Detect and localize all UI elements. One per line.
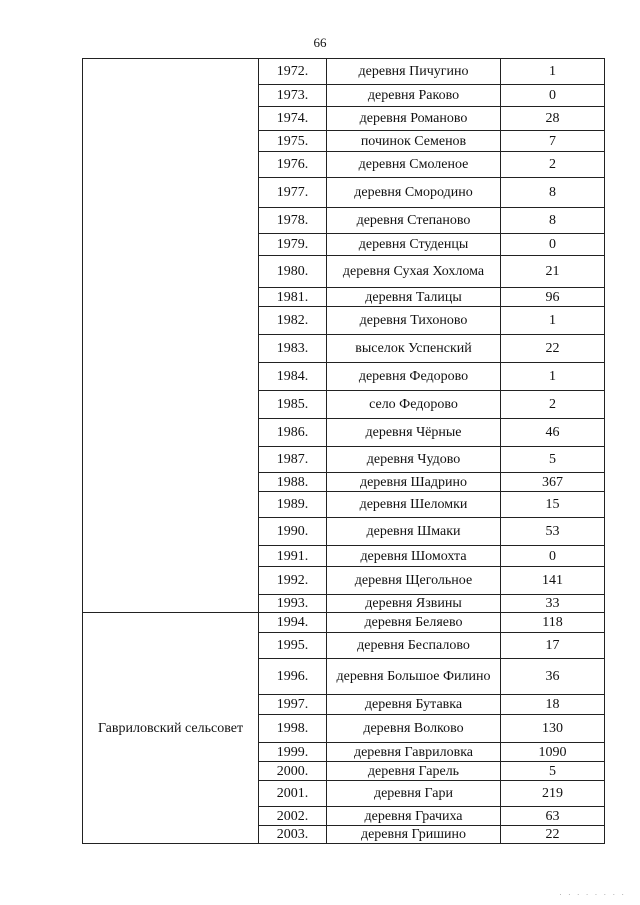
settlement-name-cell: деревня Большое Филино bbox=[327, 659, 501, 695]
population-cell: 96 bbox=[501, 288, 605, 307]
settlements-table bbox=[82, 58, 605, 844]
population-cell: 141 bbox=[501, 567, 605, 595]
population-cell: 17 bbox=[501, 633, 605, 659]
population-cell: 46 bbox=[501, 419, 605, 447]
row-number-cell: 1974. bbox=[259, 107, 327, 131]
settlement-name-cell: деревня Чёрные bbox=[327, 419, 501, 447]
row-number-cell: 1981. bbox=[259, 288, 327, 307]
row-number-cell: 1979. bbox=[259, 234, 327, 256]
population-cell: 8 bbox=[501, 208, 605, 234]
population-cell: 219 bbox=[501, 781, 605, 807]
settlement-name-cell: деревня Федорово bbox=[327, 363, 501, 391]
row-number-cell: 1998. bbox=[259, 715, 327, 743]
settlement-name-cell: деревня Волково bbox=[327, 715, 501, 743]
population-cell: 2 bbox=[501, 391, 605, 419]
row-number-cell: 1977. bbox=[259, 178, 327, 208]
settlement-name-cell: деревня Шадрино bbox=[327, 473, 501, 492]
row-number-cell: 1995. bbox=[259, 633, 327, 659]
settlements-table-body bbox=[83, 59, 605, 844]
population-cell: 1 bbox=[501, 307, 605, 335]
settlement-name-cell: деревня Смоленое bbox=[327, 152, 501, 178]
row-number-cell: 1980. bbox=[259, 256, 327, 288]
population-cell: 367 bbox=[501, 473, 605, 492]
population-cell: 15 bbox=[501, 492, 605, 518]
row-number-cell: 1986. bbox=[259, 419, 327, 447]
population-cell: 22 bbox=[501, 826, 605, 844]
settlement-name-cell: деревня Язвины bbox=[327, 595, 501, 613]
population-cell: 1090 bbox=[501, 743, 605, 762]
population-cell: 118 bbox=[501, 613, 605, 633]
row-number-cell: 1972. bbox=[259, 59, 327, 85]
settlement-name-cell: деревня Сухая Хохлома bbox=[327, 256, 501, 288]
settlement-name-cell: деревня Чудово bbox=[327, 447, 501, 473]
settlement-name-cell: деревня Гавриловка bbox=[327, 743, 501, 762]
district-cell bbox=[83, 59, 259, 613]
row-number-cell: 1983. bbox=[259, 335, 327, 363]
scan-artifact: · · · · · · · · bbox=[559, 890, 626, 899]
population-cell: 130 bbox=[501, 715, 605, 743]
settlement-name-cell: деревня Гари bbox=[327, 781, 501, 807]
population-cell: 1 bbox=[501, 59, 605, 85]
settlement-name-cell: деревня Щегольное bbox=[327, 567, 501, 595]
settlement-name-cell: деревня Гарель bbox=[327, 762, 501, 781]
population-cell: 7 bbox=[501, 131, 605, 152]
population-cell: 21 bbox=[501, 256, 605, 288]
population-cell: 2 bbox=[501, 152, 605, 178]
population-cell: 36 bbox=[501, 659, 605, 695]
settlement-name-cell: деревня Пичугино bbox=[327, 59, 501, 85]
population-cell: 5 bbox=[501, 762, 605, 781]
population-cell: 18 bbox=[501, 695, 605, 715]
population-cell: 5 bbox=[501, 447, 605, 473]
row-number-cell: 1990. bbox=[259, 518, 327, 546]
table-row bbox=[83, 613, 605, 633]
settlement-name-cell: деревня Раково bbox=[327, 85, 501, 107]
settlement-name-cell: деревня Тихоново bbox=[327, 307, 501, 335]
table-row bbox=[83, 59, 605, 85]
settlement-name-cell: деревня Смородино bbox=[327, 178, 501, 208]
population-cell: 28 bbox=[501, 107, 605, 131]
row-number-cell: 1987. bbox=[259, 447, 327, 473]
row-number-cell: 2001. bbox=[259, 781, 327, 807]
row-number-cell: 1992. bbox=[259, 567, 327, 595]
population-cell: 33 bbox=[501, 595, 605, 613]
row-number-cell: 1984. bbox=[259, 363, 327, 391]
row-number-cell: 2003. bbox=[259, 826, 327, 844]
row-number-cell: 1996. bbox=[259, 659, 327, 695]
population-cell: 22 bbox=[501, 335, 605, 363]
settlement-name-cell: деревня Шомохта bbox=[327, 546, 501, 567]
population-cell: 63 bbox=[501, 807, 605, 826]
settlement-name-cell: деревня Шмаки bbox=[327, 518, 501, 546]
row-number-cell: 1989. bbox=[259, 492, 327, 518]
settlement-name-cell: деревня Студенцы bbox=[327, 234, 501, 256]
row-number-cell: 1994. bbox=[259, 613, 327, 633]
settlement-name-cell: починок Семенов bbox=[327, 131, 501, 152]
settlement-name-cell: деревня Романово bbox=[327, 107, 501, 131]
row-number-cell: 1993. bbox=[259, 595, 327, 613]
row-number-cell: 1975. bbox=[259, 131, 327, 152]
settlement-name-cell: выселок Успенский bbox=[327, 335, 501, 363]
row-number-cell: 1988. bbox=[259, 473, 327, 492]
population-cell: 0 bbox=[501, 85, 605, 107]
row-number-cell: 2002. bbox=[259, 807, 327, 826]
population-cell: 0 bbox=[501, 546, 605, 567]
row-number-cell: 1997. bbox=[259, 695, 327, 715]
population-cell: 8 bbox=[501, 178, 605, 208]
row-number-cell: 1999. bbox=[259, 743, 327, 762]
population-cell: 1 bbox=[501, 363, 605, 391]
district-cell: Гавриловский сельсовет bbox=[83, 613, 259, 844]
row-number-cell: 1991. bbox=[259, 546, 327, 567]
settlement-name-cell: деревня Гришино bbox=[327, 826, 501, 844]
row-number-cell: 1976. bbox=[259, 152, 327, 178]
row-number-cell: 1985. bbox=[259, 391, 327, 419]
row-number-cell: 1973. bbox=[259, 85, 327, 107]
page-number: 66 bbox=[313, 35, 327, 50]
settlement-name-cell: деревня Бутавка bbox=[327, 695, 501, 715]
settlement-name-cell: деревня Грачиха bbox=[327, 807, 501, 826]
row-number-cell: 1982. bbox=[259, 307, 327, 335]
settlement-name-cell: деревня Шеломки bbox=[327, 492, 501, 518]
row-number-cell: 2000. bbox=[259, 762, 327, 781]
population-cell: 0 bbox=[501, 234, 605, 256]
settlement-name-cell: деревня Талицы bbox=[327, 288, 501, 307]
settlement-name-cell: деревня Беспалово bbox=[327, 633, 501, 659]
population-cell: 53 bbox=[501, 518, 605, 546]
row-number-cell: 1978. bbox=[259, 208, 327, 234]
settlement-name-cell: деревня Беляево bbox=[327, 613, 501, 633]
settlement-name-cell: деревня Степаново bbox=[327, 208, 501, 234]
settlement-name-cell: село Федорово bbox=[327, 391, 501, 419]
